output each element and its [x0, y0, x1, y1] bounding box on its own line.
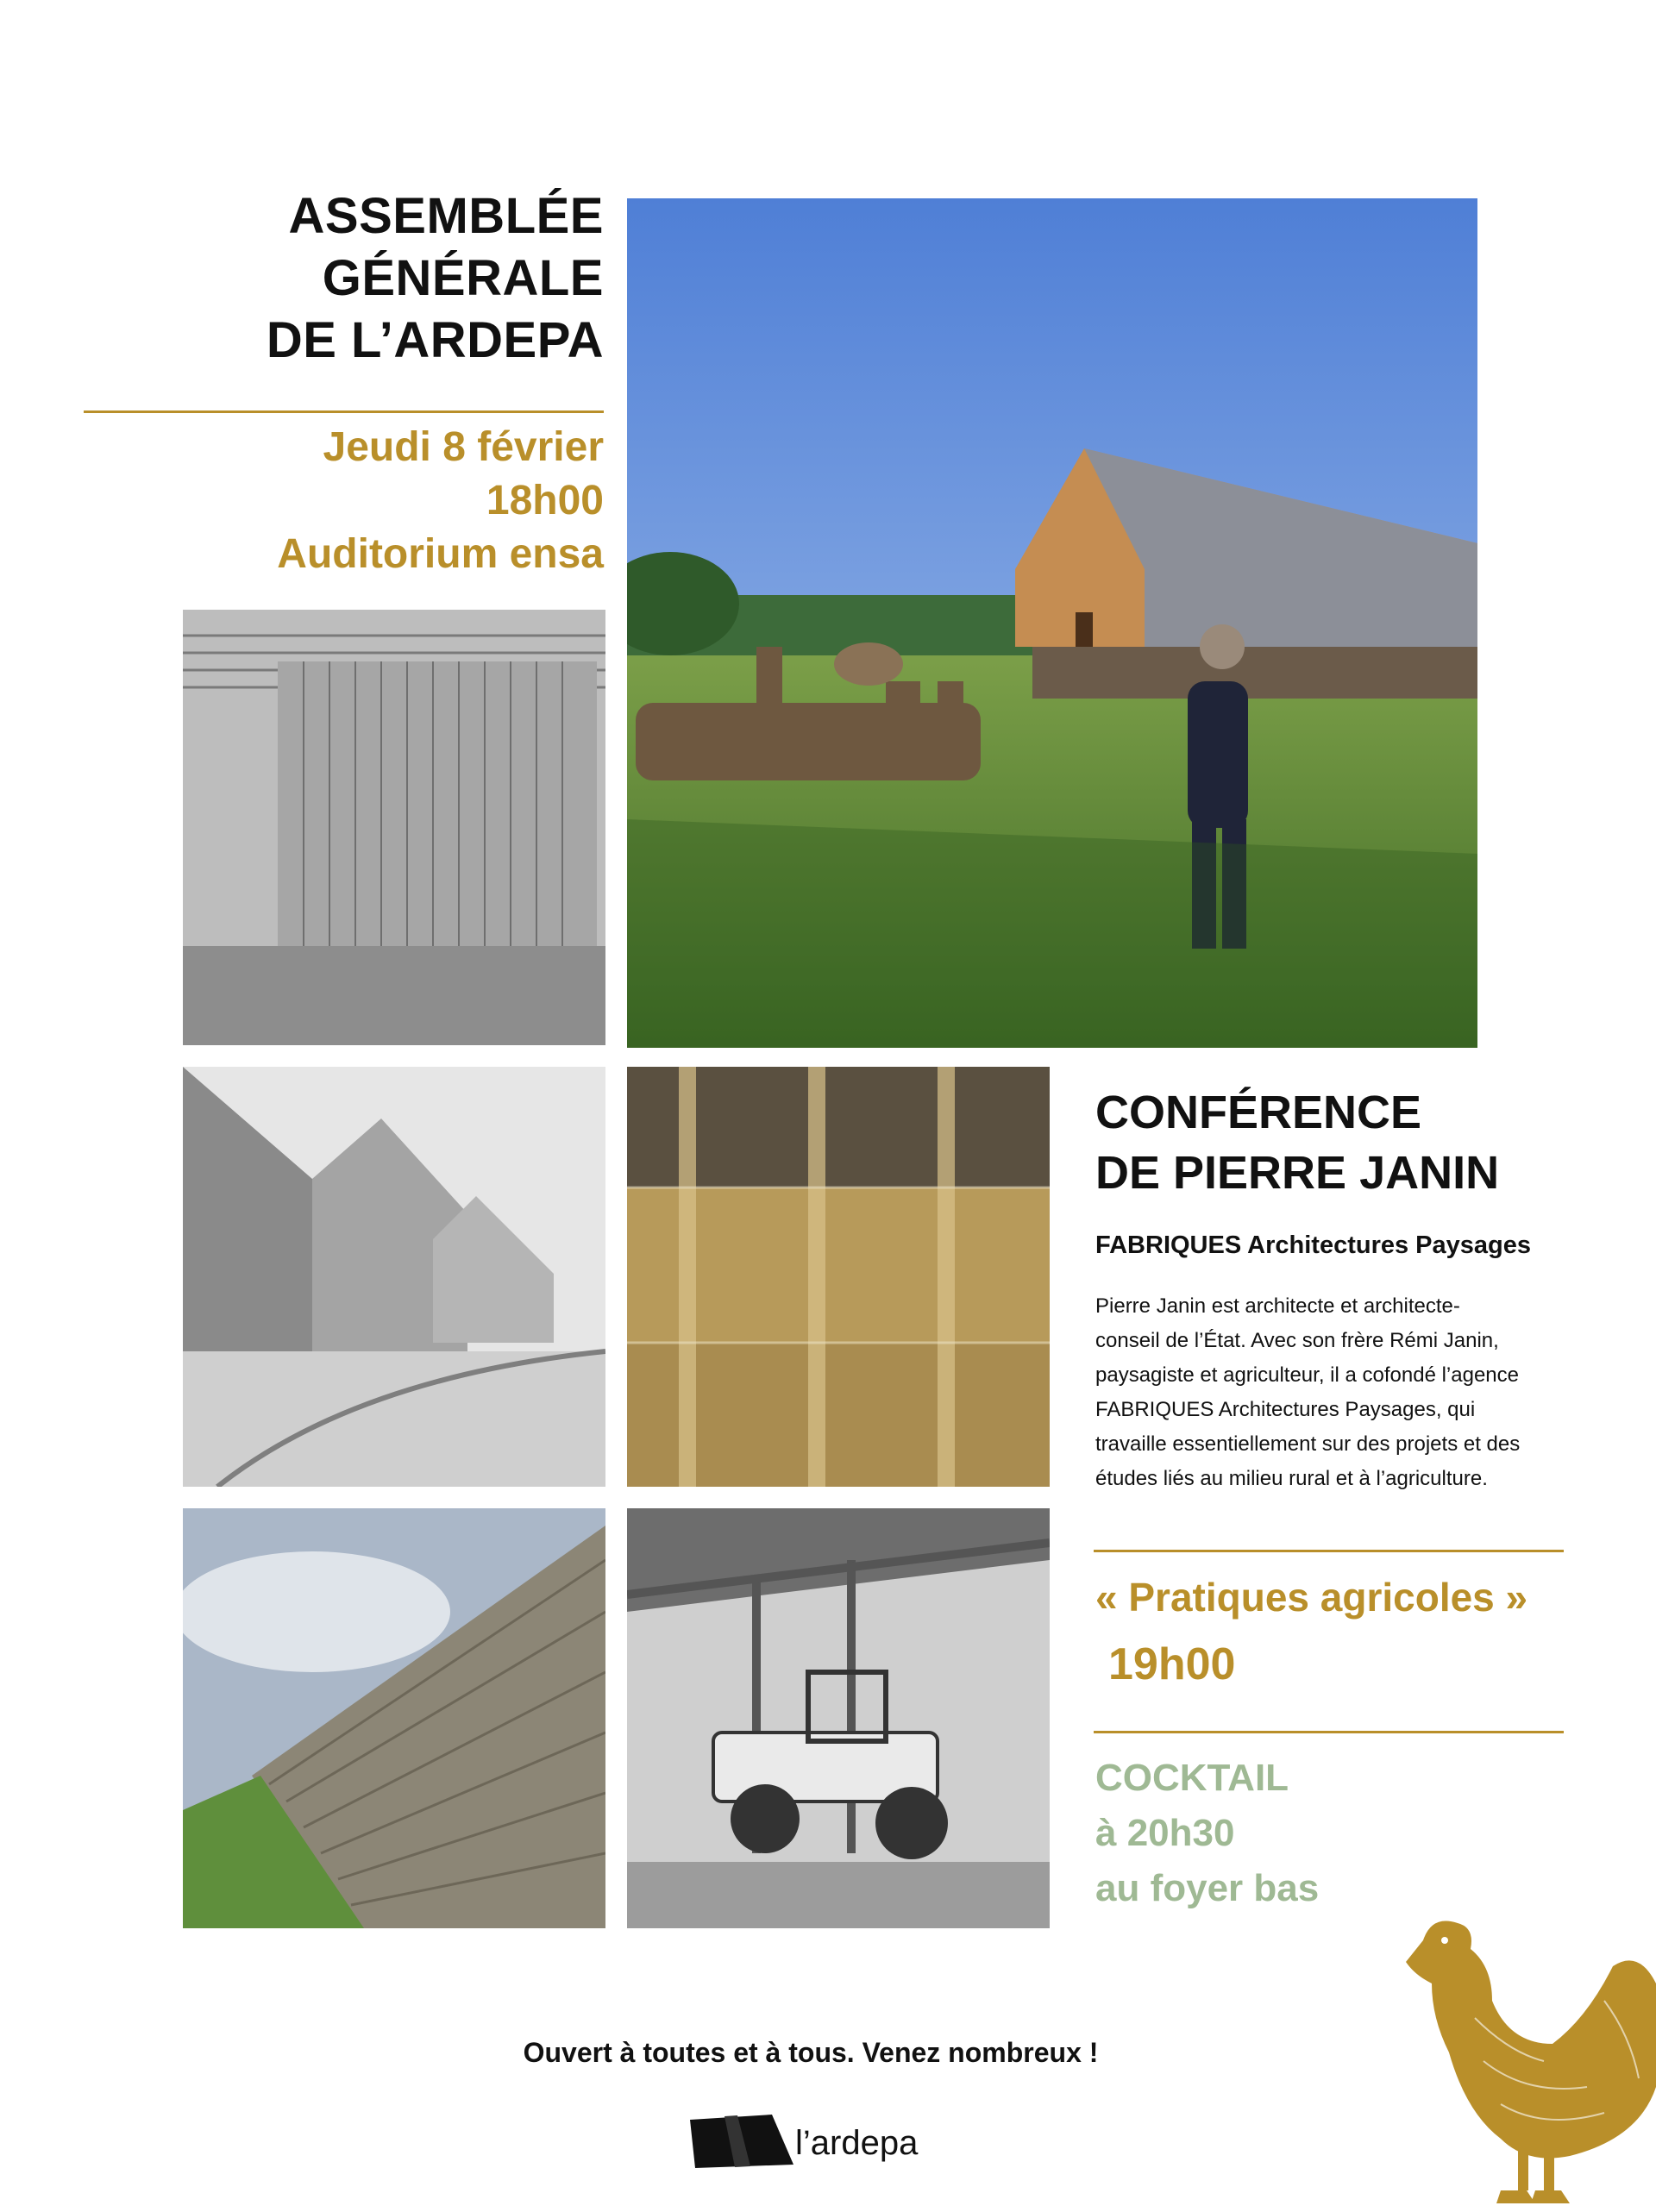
conference-body-line-4: FABRIQUES Architectures Paysages, qui — [1095, 1398, 1476, 1421]
conference-divider-top — [1094, 1550, 1564, 1552]
assembly-title — [155, 185, 604, 372]
cocktail-line-2: à 20h30 — [1095, 1812, 1235, 1854]
assembly-title-line-3: DE L’ARDEPA — [266, 312, 604, 368]
conference-title-line-1: CONFÉRENCE — [1095, 1087, 1422, 1138]
footer-invite: Ouvert à toutes et à tous. Venez nombreux ! — [523, 2037, 1099, 2068]
assembly-place: Auditorium ensa — [277, 531, 604, 577]
conference-divider-bottom — [1094, 1731, 1564, 1733]
photo-shed-tractor — [627, 1508, 1050, 1928]
conference-body-line-5: travaille essentiellement sur des projets et des — [1095, 1432, 1521, 1456]
ardepa-logo-text: l’ardepa — [795, 2124, 919, 2162]
conference-body-line-3: paysagiste et agriculteur, il a cofondé l’agence — [1095, 1363, 1519, 1387]
assembly-info — [155, 421, 604, 581]
assembly-title-line-2: GÉNÉRALE — [322, 250, 604, 306]
cocktail-line-3: au foyer bas — [1095, 1867, 1320, 1909]
cocktail-line-1: COCKTAIL — [1095, 1757, 1289, 1799]
conference-body — [1095, 1289, 1578, 1496]
conference-body-line-1: Pierre Janin est architecte et architecte- — [1095, 1294, 1460, 1318]
photo-barn-field — [627, 198, 1477, 1048]
assembly-date: Jeudi 8 février — [323, 424, 604, 470]
conference-title-line-2: DE PIERRE JANIN — [1095, 1147, 1500, 1199]
talk-time: 19h00 — [1108, 1639, 1236, 1689]
photo-straw-wall — [627, 1067, 1050, 1487]
conference-title — [1095, 1082, 1578, 1203]
conference-body-line-2: conseil de l’État. Avec son frère Rémi Janin, — [1095, 1329, 1499, 1352]
conference-subtitle: FABRIQUES Architectures Paysages — [1095, 1231, 1532, 1259]
conference-body-line-6: études liés au milieu rural et à l’agriculture. — [1095, 1467, 1488, 1490]
assembly-time: 18h00 — [486, 478, 604, 523]
photo-slatted-building — [183, 1508, 605, 1928]
cocktail-info — [1095, 1751, 1319, 1916]
ardepa-logo — [690, 2111, 932, 2171]
talk-title: « Pratiques agricoles » — [1095, 1575, 1528, 1620]
photo-bw-facade — [183, 610, 605, 1045]
photo-bw-barns-row — [183, 1067, 605, 1487]
assembly-title-line-1: ASSEMBLÉE — [288, 188, 604, 244]
assembly-divider — [84, 410, 604, 413]
